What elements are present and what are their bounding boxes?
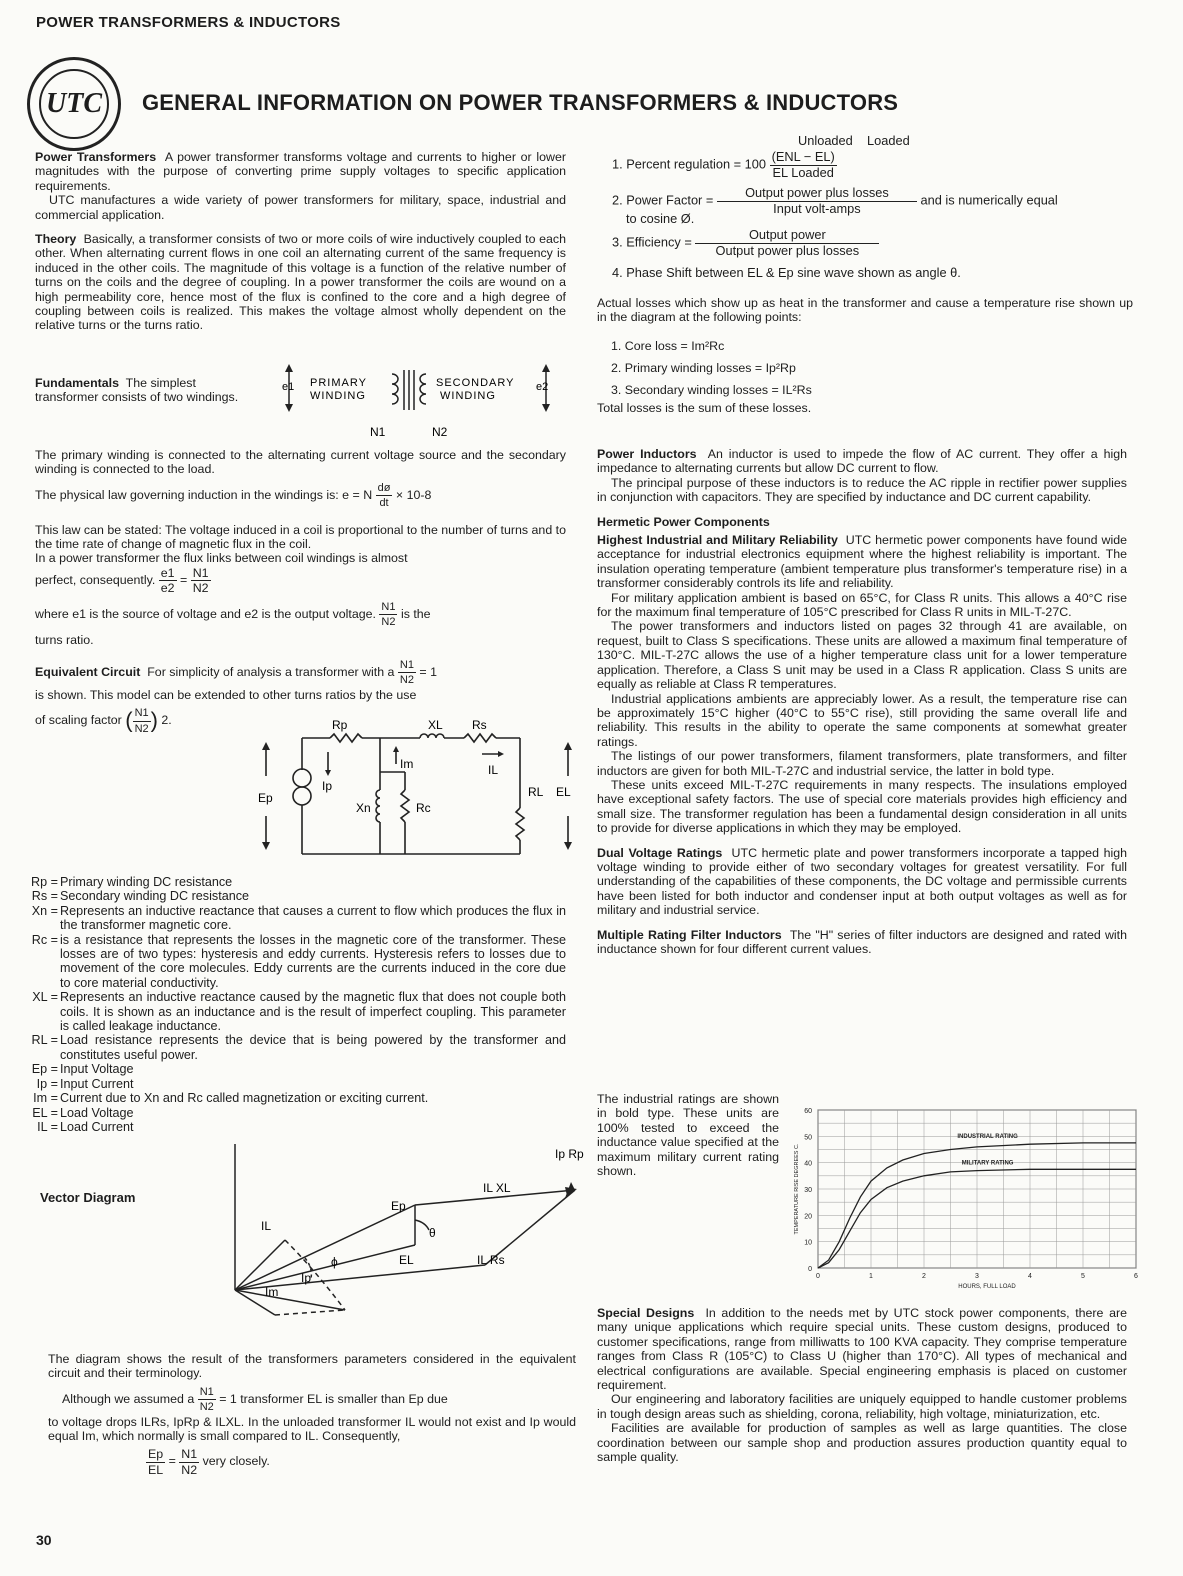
definitions-list — [0, 875, 566, 1134]
as-n1: N1 — [198, 1385, 216, 1400]
n2-label: N2 — [432, 425, 448, 439]
definition-row — [0, 875, 566, 889]
primary-label: PRIMARY — [310, 377, 367, 389]
vector-ip-label: Ip — [301, 1271, 312, 1285]
special-designs-p3: Facilities are available for production of samples as well as large quantities. The close coordination between our sample shop and production assures production quantity equal to sample quality. — [597, 1421, 1127, 1465]
power-inductors-text2: The principal purpose of these inductors is to reduce the AC ripple in rectifier power supplies in conjunction with capacitors. They are specified by inductance and DC current capability. — [597, 475, 1127, 505]
vector-iprp-label: Ip Rp — [555, 1147, 584, 1161]
reliability-text: UTC hermetic power components have found wide acceptance for industrial electronics equipment where the highest reliability is important. The insulation operating temperature (ambient temperature plus transformer's temperature rise) in a transformer considerably controls its life and reliability. — [597, 533, 1127, 591]
n1-label: N1 — [370, 425, 386, 439]
vector-ilxl-label: IL XL — [483, 1181, 511, 1195]
power-factor-den: Input volt-amps — [773, 200, 861, 216]
equivalent-circuit-text: For simplicity of analysis a transformer with a — [147, 665, 395, 680]
definition-text: Current due to Xn and Rc called magnetization or exciting current. — [60, 1091, 429, 1106]
eq-n1: N1 — [192, 565, 209, 580]
definition-text: Primary winding DC resistance — [60, 875, 233, 889]
efficiency-num: Output power — [695, 228, 879, 243]
left-middle: The primary winding is connected to the alternating current voltage source and the secondary winding is connected to the load. The physical law governing induction in the windings is: e = N $\frac{dø}{dt}$ × 10-8 This law can be stated: The voltage induced in a coil is proportional to the number of turns and to the time rate of change of magnetic flux in the coil. In a power transformer the flux links between coil windings is almost perfect, consequently. $\frac{e1}{e2}$ = $\frac{N1}{N2}$ where e1 is the source of voltage and e2 is the output voltage. $\frac{N1}{N2}$ is the turns ratio. Equivalent Circuit For simplicity of analysis a transformer with a $\frac{N1}{N2}$ = 1 is shown. This model can be extended to other turns ratios by the use of scaling factor ( $\frac{N1}{N2}$ ) 2. — [35, 448, 566, 735]
loss-total: Total losses is the sum of these losses. — [597, 400, 812, 415]
circuit-xl-label: XL — [428, 718, 443, 732]
loaded-label: Loaded — [867, 133, 910, 148]
definition-row — [0, 1106, 566, 1120]
right-body — [597, 447, 1127, 956]
temperature-rise-chart — [786, 1102, 1141, 1294]
definition-row — [0, 1077, 566, 1091]
final-n1: N1 — [181, 1447, 198, 1462]
definition-term: Xn = — [31, 903, 58, 918]
fundamentals-heading: Fundamentals — [35, 376, 119, 390]
definition-term: RL = — [31, 1033, 58, 1048]
chart-x-tick: 3 — [975, 1273, 979, 1280]
law-num: dø — [376, 481, 393, 496]
source-voltage-text: where e1 is the source of voltage and e2 is the output voltage. — [35, 606, 376, 621]
phase-shift-item: 4. Phase Shift between EL & Ep sine wave shown as angle θ. — [612, 265, 961, 281]
loss-primary: 2. Primary winding losses = Ip²Rp — [611, 360, 796, 375]
chart-x-tick: 2 — [922, 1273, 926, 1280]
dual-voltage-heading: Dual Voltage Ratings — [597, 845, 723, 860]
reliability-p5: The listings of our power transformers, filament transformers, plate transformers, and filter inductors are given for both MIL-T-27C and industrial service, the latter in bold type. — [597, 749, 1127, 778]
law-prefix: The physical law governing induction in the windings is: e = N — [35, 488, 373, 502]
vector-ilrs-label: IL Rs — [477, 1253, 505, 1267]
definition-term: Rp = — [31, 875, 58, 889]
e1-label: e1 — [282, 381, 295, 393]
definition-text: Input Current — [60, 1076, 134, 1091]
circuit-xn-label: Xn — [356, 801, 371, 815]
definition-row — [0, 933, 566, 991]
special-designs-text: In addition to the needs met by UTC stock power components, there are many unique applications which require special units. These custom designs, produced to customer specifications, range from milliwatts to 100 KVA capacity. They comprise temperature ranges from Class R (105°C) to Class U (higher than 170°C). All types of mechanical and electrical configurations are available. Special engineering emphasis is placed on customer requirement. — [597, 1306, 1127, 1393]
hermetic-heading: Hermetic Power Components — [597, 514, 770, 529]
circuit-rs-label: Rs — [472, 718, 487, 732]
assumed-text2: = 1 transformer EL is smaller than Ep due — [219, 1392, 448, 1406]
circuit-il-label: IL — [488, 763, 499, 777]
vector-el-label: EL — [399, 1253, 414, 1267]
assumed-text: Although we assumed a — [62, 1392, 195, 1406]
reliability-p4: Industrial applications ambients are appreciably lower. As a result, the temperature rise can be approximately 15°C higher (40°C to 55°C rise), still providing the same overall life and reliability. This results in the ability to operate the same components at somewhat greater ratings. — [597, 691, 1127, 749]
definition-text: Load Voltage — [60, 1105, 134, 1120]
final-ep: Ep — [148, 1447, 164, 1462]
definition-row — [0, 1091, 566, 1105]
circuit-el-label: EL — [556, 785, 571, 799]
power-factor-label: 2. Power Factor = — [612, 192, 714, 208]
running-header: POWER TRANSFORMERS & INDUCTORS — [36, 14, 341, 31]
law-den: dt — [379, 497, 389, 510]
chart-x-label: HOURS, FULL LOAD — [958, 1284, 1016, 1290]
special-designs — [597, 1306, 1127, 1464]
regulation-num: (ENL − EL) — [771, 149, 835, 165]
final-el: EL — [148, 1462, 164, 1477]
definition-text: Secondary winding DC resistance — [60, 889, 249, 904]
theory-text: Basically, a transformer consists of two or more coils of wire inductively coupled to each other. When alternating current flows in one coil an alternating current of the same frequency is induced in the other coils. The magnitude of this voltage is a function of the relative number of turns on the coils and the degree of coupling. In a power transformer the coils are wound on a high permeability core, hence most of the flux is confined to the core and a high degree of coupling between coils is realized. This makes the voltage almost wholly dependent on the relative turns or the turns ratio. — [35, 232, 566, 333]
circuit-rc-label: Rc — [416, 801, 431, 815]
page-number: 30 — [36, 1532, 52, 1548]
voltage-drops-text: to voltage drops ILRs, IpRp & ILXL. In the unloaded transformer IL would not exist and Ip would equal Im, which normally is small compared to IL. Consequently, — [48, 1414, 576, 1444]
chart-x-tick: 0 — [816, 1273, 820, 1280]
multiple-rating-heading: Multiple Rating Filter Inductors — [597, 927, 782, 942]
definition-text: Represents an inductive reactance that causes a current to flow which produces the flux in the transformer magnetic core. — [60, 903, 566, 933]
ec-n2: N2 — [399, 674, 414, 687]
regulation-label: 1. Percent regulation = 100 — [612, 156, 767, 172]
reliability-p2: For military application ambient is based on 65°C, for Class R units. This allows a 40°C rise for the maximum final temperature of 105°C prescribed for Class R units in MIL-T-27C. — [597, 590, 1127, 620]
definition-text: Load resistance represents the device that is being powered by the transformer and constitutes useful power. — [60, 1033, 566, 1062]
definition-term: EL = — [32, 1105, 58, 1120]
efficiency-den: Output power plus losses — [715, 242, 860, 258]
e2-label: e2 — [536, 381, 549, 393]
transformer-diagram — [270, 360, 570, 444]
flux-paragraph: In a power transformer the flux links between coil windings is almost — [35, 551, 408, 566]
circuit-ip-label: Ip — [322, 779, 333, 793]
eq-e1: e1 — [160, 565, 175, 580]
chart-x-tick: 4 — [1028, 1273, 1032, 1280]
special-designs-p2: Our engineering and laboratory facilities are uniquely equipped to handle customer problems in tough design areas such as shielding, corona, reliability, high voltage, miniaturization, etc. — [597, 1392, 1127, 1421]
definition-text: Represents an inductive reactance caused by the magnetic flux that does not couple both coils. It is shown as an inductance and is the result of imperfect coupling. This parameter is called leakage inductance. — [60, 990, 566, 1034]
special-designs-heading: Special Designs — [597, 1306, 695, 1320]
definition-row — [0, 1033, 566, 1062]
power-transformers-text: A power transformer transforms voltage and currents to higher or lower magnitudes with the purpose of converting prime supply voltages to specific application requirements. — [35, 150, 566, 193]
vector-ep-label: Ep — [391, 1199, 406, 1213]
turns-n1: N1 — [379, 600, 397, 615]
definition-term: Ip = — [36, 1076, 58, 1091]
reliability-heading: Highest Industrial and Military Reliability — [597, 533, 838, 548]
definition-term: Rs = — [31, 889, 58, 904]
chart-series-label: INDUSTRIAL RATING — [957, 1133, 1018, 1140]
fundamentals-text: The simplest transformer consists of two windings. — [35, 376, 239, 405]
very-closely-text: very closely. — [202, 1454, 270, 1469]
utc-logo — [27, 57, 121, 151]
multiple-rating-side-text: The industrial ratings are shown in bold type. These units are 100% tested to exceed the inductance value specified at the maximum military current rating shown. — [597, 1092, 779, 1179]
chart-y-tick: 40 — [804, 1160, 812, 1168]
equivalent-circuit-heading: Equivalent Circuit — [35, 665, 141, 680]
scaling-exp: 2. — [161, 713, 172, 728]
power-factor-num: Output power plus losses — [717, 186, 917, 201]
power-transformers-heading: Power Transformers — [35, 150, 157, 164]
vector-diagram-heading: Vector Diagram — [40, 1190, 136, 1205]
power-transformers-text2: UTC manufactures a wide variety of power transformers for military, space, industrial and commercial application. — [35, 193, 566, 222]
efficiency-label: 3. Efficiency = — [612, 234, 692, 250]
left-intro — [35, 150, 566, 333]
definition-term: Im = — [33, 1091, 58, 1106]
diagram-result-text: The diagram shows the result of the transformers parameters considered in the equivalent circuit and their terminology. — [48, 1352, 576, 1381]
final-n2: N2 — [181, 1462, 198, 1477]
primary-winding-paragraph: The primary winding is connected to the alternating current voltage source and the secondary winding is connected to the load. — [35, 448, 566, 477]
right-formulas — [612, 134, 1142, 281]
multiple-rating-text: The "H" series of filter inductors are designed and rated with inductance shown for four different current values. — [597, 927, 1127, 956]
definition-text: Load Current — [60, 1119, 134, 1134]
power-inductors-text: An inductor is used to impede the flow of AC current. They offer a high impedance to alternating currents but allow DC current to flow. — [597, 447, 1128, 476]
chart-y-tick: 50 — [804, 1134, 812, 1142]
chart-y-label: TEMPERATURE RISE DEGREES C. — [794, 1143, 800, 1235]
definition-term: Ep = — [31, 1062, 58, 1077]
equivalent-circuit-text3: is shown. This model can be extended to other turns ratios by the use — [35, 687, 417, 702]
circuit-rl-label: RL — [528, 785, 544, 799]
turns-n2: N2 — [381, 616, 396, 629]
unloaded-label: Unloaded — [798, 133, 853, 148]
definition-term: XL = — [32, 990, 58, 1005]
vector-diagram — [225, 1140, 595, 1320]
chart-y-tick: 0 — [808, 1266, 812, 1273]
power-factor-cont: to cosine Ø. — [626, 211, 695, 227]
definition-row — [0, 1062, 566, 1076]
circuit-ep-label: Ep — [258, 791, 273, 805]
eq-n2: N2 — [192, 581, 209, 596]
definition-row — [0, 904, 566, 933]
vector-il-label: IL — [261, 1219, 272, 1233]
law-suffix: × 10-8 — [395, 488, 432, 502]
fundamentals — [35, 376, 245, 405]
definition-text: Input Voltage — [60, 1062, 134, 1077]
vector-theta-label: θ — [429, 1226, 436, 1240]
loss-secondary: 3. Secondary winding losses = IL²Rs — [611, 382, 812, 397]
chart-y-tick: 60 — [804, 1108, 812, 1115]
scaling-factor-text: of scaling factor — [35, 713, 122, 728]
definition-text: is a resistance that represents the losses in the magnetic core of the transformer. These losses are of two types: hysteresis and eddy currents. Hysteresis refers to losses due to movement of the core molecules. Eddy currents are the currents induced in the core due to core material conductivity. — [60, 932, 566, 990]
loss-core: 1. Core loss = Im²Rc — [611, 338, 725, 353]
chart-x-tick: 6 — [1134, 1273, 1138, 1280]
reliability-p6: These units exceed MIL-T-27C requirements in many respects. The insulations employed have exceptional safety factors. The use of special core materials provides high efficiency and small size. The transformer regulation has been a fundamental design consideration in all units to provide for diverse applications in which they may be employed. — [597, 777, 1127, 836]
equivalent-circuit-diagram — [250, 716, 580, 866]
as-n2: N2 — [199, 1401, 214, 1414]
losses-intro: Actual losses which show up as heat in the transformer and cause a temperature rise shown up in the diagram at the following points: — [597, 296, 1133, 325]
regulation-den: EL Loaded — [772, 164, 834, 180]
definition-row — [0, 990, 566, 1033]
sf-n2: N2 — [134, 722, 149, 735]
dual-voltage-text: UTC hermetic plate and power transformers incorporate a tapped high voltage winding to provide either of two secondary voltages for greatest versatility. For full understanding of the capabilities of these components, the DC voltage and permissible currents have been listed for both inductor and condenser input at both output voltages as well as for military and industrial service. — [597, 845, 1127, 918]
consequently-text: perfect, consequently. — [35, 573, 156, 588]
vector-phi-label: ϕ — [331, 1255, 338, 1269]
circuit-im-label: Im — [400, 757, 414, 771]
chart-y-tick: 30 — [804, 1187, 812, 1194]
right-losses — [597, 296, 1133, 415]
definition-term: Rc = — [31, 932, 58, 947]
is-the-text: is the — [400, 606, 431, 621]
definition-row — [0, 889, 566, 903]
utc-logo-text: UTC — [39, 69, 109, 139]
power-inductors-heading: Power Inductors — [597, 447, 697, 461]
eq-e2: e2 — [160, 581, 175, 596]
chart-y-tick: 10 — [804, 1239, 812, 1247]
ec-n1: N1 — [398, 658, 416, 673]
vector-im-label: Im — [265, 1285, 279, 1299]
chart-y-tick: 20 — [804, 1213, 812, 1221]
secondary-winding-label: WINDING — [440, 390, 496, 402]
secondary-label: SECONDARY — [436, 377, 515, 389]
turns-ratio-text: turns ratio. — [35, 633, 94, 648]
left-bottom: The diagram shows the result of the transformers parameters considered in the equivalent circuit and their terminology. Although we assumed a $\frac{N1}{N2}$ = 1 transformer EL is smaller than Ep due to voltage drops ILRs, IpRp & ILXL. In the unloaded transformer IL would not exist and Ip would equal Im, which normally is small compared to IL. Consequently, $\frac{Ep}{EL}$ = $\frac{N1}{N2}$ very closely. — [48, 1352, 576, 1477]
law-statement: This law can be stated: The voltage induced in a coil is proportional to the number of turns and to the time rate of change of magnetic flux in the coil. — [35, 522, 566, 552]
power-factor-suffix: and is numerically equal — [920, 192, 1058, 208]
chart-x-tick: 5 — [1081, 1273, 1085, 1280]
chart-series-label: MILITARY RATING — [961, 1160, 1014, 1167]
chart-x-tick: 1 — [869, 1273, 873, 1280]
definition-row — [0, 1120, 566, 1134]
definition-term: IL = — [37, 1119, 58, 1134]
theory-heading: Theory — [35, 232, 77, 247]
circuit-rp-label: Rp — [332, 718, 348, 732]
sf-n1: N1 — [133, 706, 151, 721]
page-title: GENERAL INFORMATION ON POWER TRANSFORMERS & INDUCTORS — [142, 90, 899, 115]
reliability-p3: The power transformers and inductors listed on pages 32 through 41 are available, on request, built to Class S specifications. These units are allowed a maximum final temperature of 130°C. MIL-T-27C allows the use of a higher temperature class unit for a lower temperature application. Therefore, a Class S unit may be used in a Class R application. Class S units are equally as reliable at Class R temperatures. — [597, 619, 1127, 692]
equals-one: = 1 — [419, 665, 437, 680]
primary-winding-label: WINDING — [310, 390, 366, 402]
